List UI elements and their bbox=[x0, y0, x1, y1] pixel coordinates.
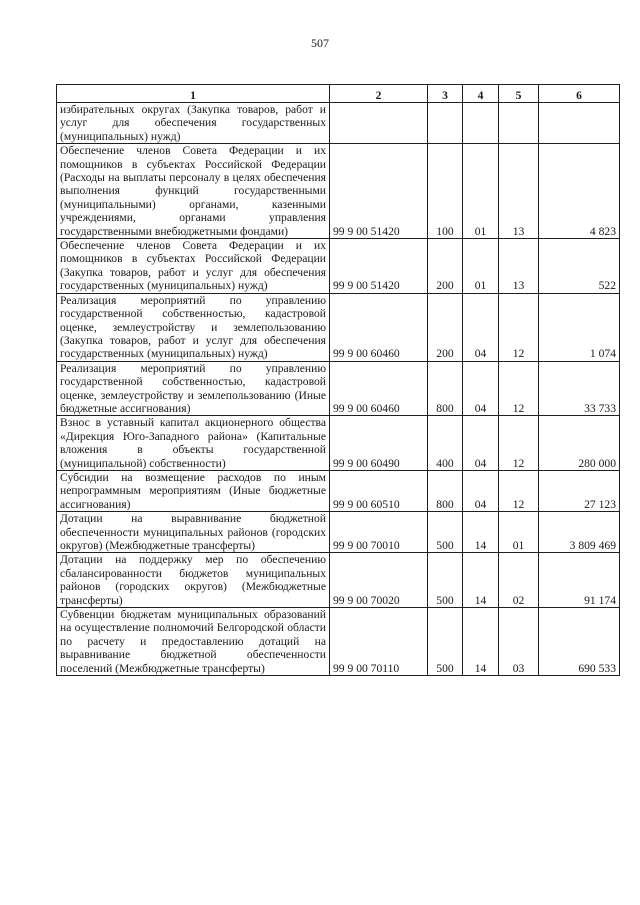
subsection-code: 02 bbox=[499, 553, 539, 608]
subsection-code: 13 bbox=[499, 144, 539, 239]
target-code bbox=[330, 103, 428, 144]
expense-type: 500 bbox=[428, 553, 463, 608]
amount: 27 123 bbox=[539, 470, 620, 511]
amount: 522 bbox=[539, 239, 620, 294]
budget-table bbox=[56, 84, 620, 676]
section-code: 01 bbox=[463, 144, 499, 239]
row-description: Субвенции бюджетам муниципальных образований на осуществление полномочий Белгородской области по расчету и предоставлению дотаций на выравнивание бюджетной обеспеченности поселений (Межбюджетные трансферты) bbox=[57, 608, 330, 676]
subsection-code: 12 bbox=[499, 293, 539, 361]
expense-type: 200 bbox=[428, 293, 463, 361]
target-code: 99 9 00 60490 bbox=[330, 416, 428, 471]
row-description: избирательных округах (Закупка товаров, работ и услуг для обеспечения государственных (муниципальных) нужд) bbox=[57, 103, 330, 144]
section-code: 04 bbox=[463, 361, 499, 416]
section-code: 04 bbox=[463, 470, 499, 511]
table-row bbox=[57, 144, 620, 239]
expense-type bbox=[428, 103, 463, 144]
amount: 280 000 bbox=[539, 416, 620, 471]
row-description: Субсидии на возмещение расходов по иным непрограммным мероприятиям (Иные бюджетные ассигнования) bbox=[57, 470, 330, 511]
expense-type: 100 bbox=[428, 144, 463, 239]
section-code: 14 bbox=[463, 553, 499, 608]
subsection-code: 01 bbox=[499, 512, 539, 553]
subsection-code: 12 bbox=[499, 470, 539, 511]
table-row bbox=[57, 103, 620, 144]
table-row bbox=[57, 416, 620, 471]
expense-type: 200 bbox=[428, 239, 463, 294]
row-description: Реализация мероприятий по управлению государственной собственностью, кадастровой оценке, землеустройству и землепользованию (Иные бюджетные ассигнования) bbox=[57, 361, 330, 416]
expense-type: 400 bbox=[428, 416, 463, 471]
section-code bbox=[463, 103, 499, 144]
target-code: 99 9 00 70020 bbox=[330, 553, 428, 608]
row-description: Реализация мероприятий по управлению государственной собственностью, кадастровой оценке, землеустройству и землепользованию (Закупка товаров, работ и услуг для обеспечения государственных (муниципальных) нужд) bbox=[57, 293, 330, 361]
subsection-code: 13 bbox=[499, 239, 539, 294]
amount: 4 823 bbox=[539, 144, 620, 239]
target-code: 99 9 00 60460 bbox=[330, 293, 428, 361]
subsection-code: 12 bbox=[499, 416, 539, 471]
column-header: 3 bbox=[428, 85, 463, 103]
row-description: Дотации на выравнивание бюджетной обеспеченности муниципальных районов (городских округов) (Межбюджетные трансферты) bbox=[57, 512, 330, 553]
section-code: 04 bbox=[463, 293, 499, 361]
subsection-code: 12 bbox=[499, 361, 539, 416]
section-code: 14 bbox=[463, 512, 499, 553]
amount: 91 174 bbox=[539, 553, 620, 608]
page-number: 507 bbox=[311, 36, 329, 50]
target-code: 99 9 00 51420 bbox=[330, 239, 428, 294]
expense-type: 500 bbox=[428, 512, 463, 553]
column-header: 4 bbox=[463, 85, 499, 103]
row-description: Дотации на поддержку мер по обеспечению сбалансированности бюджетов муниципальных районов (городских округов) (Межбюджетные трансферты) bbox=[57, 553, 330, 608]
row-description: Взнос в уставный капитал акционерного общества «Дирекция Юго-Западного района» (Капитальные вложения в объекты государственной (муниципальной) собственности) bbox=[57, 416, 330, 471]
table-row bbox=[57, 361, 620, 416]
amount bbox=[539, 103, 620, 144]
expense-type: 500 bbox=[428, 608, 463, 676]
section-code: 14 bbox=[463, 608, 499, 676]
row-description: Обеспечение членов Совета Федерации и их помощников в субъектах Российской Федерации (Закупка товаров, работ и услуг для обеспечения государственных (муниципальных) нужд) bbox=[57, 239, 330, 294]
target-code: 99 9 00 70110 bbox=[330, 608, 428, 676]
table-header-row bbox=[57, 85, 620, 103]
expense-type: 800 bbox=[428, 361, 463, 416]
section-code: 04 bbox=[463, 416, 499, 471]
row-description: Обеспечение членов Совета Федерации и их помощников в субъектах Российской Федерации (Расходы на выплаты персоналу в целях обеспечения выполнения функций государственными (муниципальными) органами, казенными учреждениями, органами управления государственными внебюджетными фондами) bbox=[57, 144, 330, 239]
table-row bbox=[57, 470, 620, 511]
table-row bbox=[57, 293, 620, 361]
target-code: 99 9 00 51420 bbox=[330, 144, 428, 239]
table-row bbox=[57, 553, 620, 608]
amount: 690 533 bbox=[539, 608, 620, 676]
target-code: 99 9 00 70010 bbox=[330, 512, 428, 553]
target-code: 99 9 00 60460 bbox=[330, 361, 428, 416]
expense-type: 800 bbox=[428, 470, 463, 511]
subsection-code: 03 bbox=[499, 608, 539, 676]
amount: 3 809 469 bbox=[539, 512, 620, 553]
subsection-code bbox=[499, 103, 539, 144]
target-code: 99 9 00 60510 bbox=[330, 470, 428, 511]
column-header: 5 bbox=[499, 85, 539, 103]
column-header: 6 bbox=[539, 85, 620, 103]
amount: 33 733 bbox=[539, 361, 620, 416]
table-row bbox=[57, 512, 620, 553]
table-row bbox=[57, 608, 620, 676]
column-header: 2 bbox=[330, 85, 428, 103]
table-row bbox=[57, 239, 620, 294]
column-header: 1 bbox=[57, 85, 330, 103]
amount: 1 074 bbox=[539, 293, 620, 361]
section-code: 01 bbox=[463, 239, 499, 294]
